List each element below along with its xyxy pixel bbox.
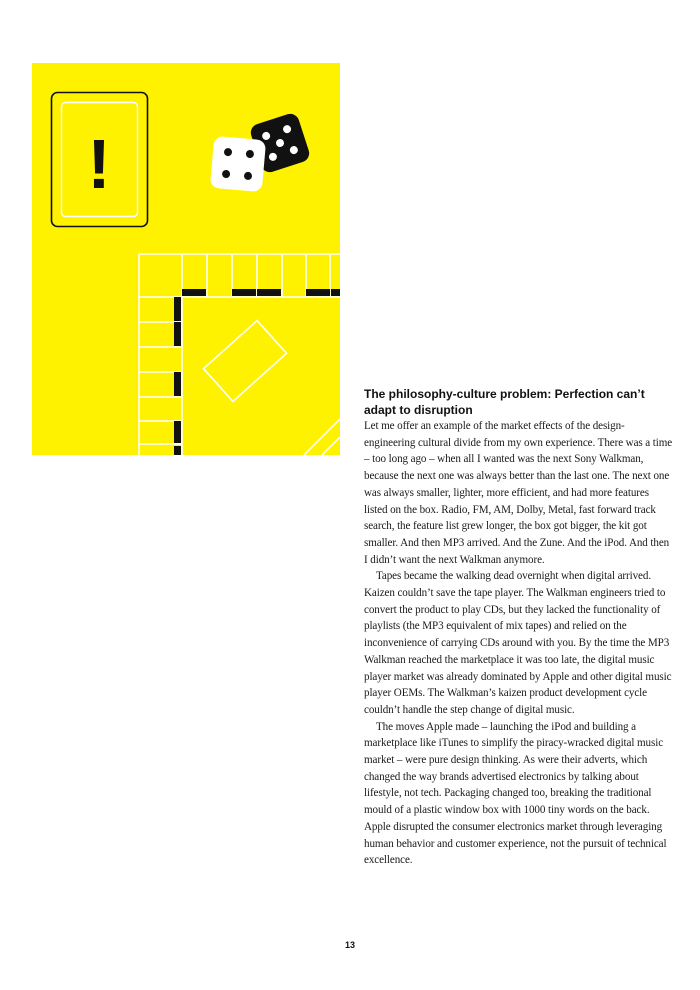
article-paragraph: Let me offer an example of the market effects of the design-engineering cultural divide from my own experience. There was a time – too long ago – when all I wanted was the next Sony Walkman, because the next one was always better than the last one. The next one was always smaller, lighter, more efficient, and had more features listed on the box. Radio, FM, AM, Dolby, Metal, fast forward track search, the feature list grew longer, the box got bigger, the kit got smaller. And then MP3 arrived. And the Zune. And the iPod. And then I didn’t want the next Walkman anymore. bbox=[364, 420, 673, 566]
article-paragraph: Tapes became the walking dead overnight when digital arrived. Kaizen couldn’t save the tape player. The Walkman engineers tried to convert the product to play CDs, but they lacked the functionality of playlists (the MP3 equivalent of mix tapes) and relied on the inconvenience of carrying CDs around with you. By the time the MP3 Walkman reached the marketplace it was too late, the digital music player market was already dominated by Apple and other digital music player OEMs. The Walkman’s kaizen product development cycle couldn’t handle the step change of digital music. bbox=[364, 570, 672, 716]
board-card-space bbox=[204, 321, 287, 402]
warning-card-icon bbox=[52, 93, 148, 227]
article-column bbox=[364, 386, 674, 869]
card-symbol: ! bbox=[87, 125, 111, 203]
article-paragraph: The moves Apple made – launching the iPod and building a marketplace like iTunes to simplify the piracy-wracked digital music market – were pure design thinking. As were their adverts, which changed the way brands advertised electronics by talking about lifestyle, not tech. Packaging changed too, breaking the traditional mould of a plastic window box with 1000 tiny words on the back. Apple disrupted the consumer electronics market through leveraging human behavior and customer experience, not the pursuit of technical excellence. bbox=[364, 720, 667, 867]
board-track-accents bbox=[174, 289, 340, 455]
board-track bbox=[139, 254, 340, 455]
board-game-illustration bbox=[32, 63, 340, 455]
board-corner-lines bbox=[304, 419, 340, 455]
article-heading: The philosophy-culture problem: Perfection can’t adapt to disruption bbox=[364, 387, 645, 417]
page-number: 13 bbox=[344, 940, 355, 950]
white-die-icon bbox=[210, 136, 266, 192]
